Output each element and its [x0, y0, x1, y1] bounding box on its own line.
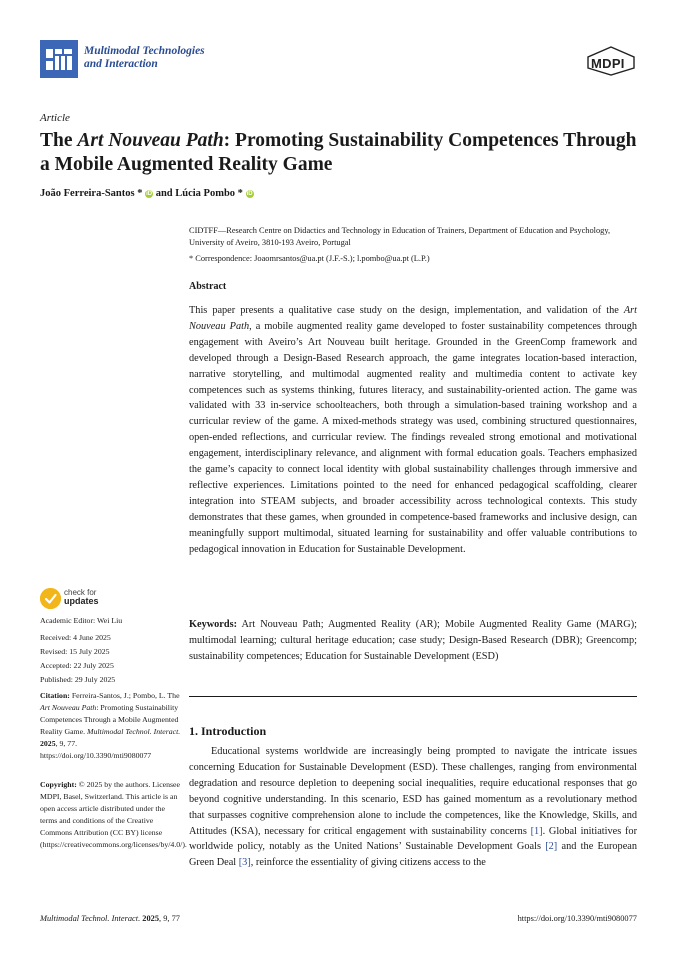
abstract-p2: , a mobile augmented reality game developed to foster sustainability competences through engagement with Aveiro’s Art Nouveau built heritage. Grounded in the GreenComp framework and developed through a Design-Based Research approach, the game integrates location-based interaction, narrative storytelling, and multimodal augmented reality and multimedia content to activate key competences such as systems thinking, futures literacy, and sustainability-oriented action. The game was validated with 33 in-service schoolteachers, both through a simulation-based training workshop and a curricular review of the game. A mixed-methods strategy was used, combining structured questionnaires, open-ended reflections, and curricular review. The findings revealed strong emotional and motivational engagement, interdisciplinary relevance, and alignment with formal education goals. Teachers emphasized the game’s capacity to connect local identity with global sustainability challenges through immersive and reflective experiences. Limitations pointed to the need for enhanced pedagogical scaffolding, clearer integration into STEAM subjects, and broader accessibility across technological contexts. This study demonstrates that these games, when grounded in competence-based frameworks and inclusive design, can meaningfully support multimodal, situated learning for sustainability and offer valuable contributions to pedagogical innovation in Education for Sustainable Development.: [189, 320, 638, 555]
copyright-label: Copyright:: [40, 780, 77, 789]
article-title: [40, 129, 640, 177]
publication-dates: [40, 631, 115, 687]
section-heading: 1. Introduction: [189, 724, 267, 738]
introduction-text: [189, 744, 637, 871]
author-1[interactable]: João Ferreira-Santos *: [40, 188, 143, 199]
journal-name-line1: Multimodal Technologies: [84, 45, 205, 57]
author-and: and: [153, 188, 176, 199]
citation-p2: : Promoting Sustainability Competences Through a Mobile Augmented Reality Game.: [40, 703, 179, 736]
citation-p3[interactable]: , 9, 77. https://doi.org/10.3390/mti9080077: [40, 739, 152, 760]
footer-journal: [40, 914, 180, 923]
check-line1: check for: [64, 588, 97, 597]
copyright: [40, 779, 187, 851]
accepted-date: Accepted: 22 July 2025: [40, 661, 114, 670]
citation-p1: Ferreira-Santos, J.; Pombo, L. The: [69, 691, 180, 700]
citation-label: Citation:: [40, 691, 70, 700]
footer-volume: , 9, 77: [159, 914, 180, 923]
abstract-heading: Abstract: [189, 281, 227, 292]
orcid-icon[interactable]: iD: [246, 191, 253, 197]
intro-t3: and the European Green Deal: [189, 841, 637, 869]
keywords: [189, 617, 637, 665]
footer-doi[interactable]: https://doi.org/10.3390/mti9080077: [517, 914, 637, 923]
check-for-updates[interactable]: [64, 588, 99, 606]
published-date: Published: 29 July 2025: [40, 675, 116, 684]
reference-link[interactable]: [2]: [545, 841, 558, 853]
journal-name-line2: and Interaction: [84, 58, 158, 70]
intro-t4: , reinforce the essentiality of giving citizens access to the: [250, 857, 486, 869]
journal-logo: [40, 40, 78, 78]
keywords-text: Art Nouveau Path; Augmented Reality (AR); Mobile Augmented Reality Game (MARG); multimodal learning; cultural heritage education; case study; Design-Based Research (DBR); Greencomp; sustainability competences; Education for Sustainable Development (ESD): [189, 619, 637, 662]
received-date: Received: 4 June 2025: [40, 633, 111, 642]
check-line2: updates: [64, 596, 99, 606]
publisher-logo: MDPI: [591, 56, 625, 71]
title-part1: The: [40, 130, 78, 151]
intro-t2: . Global initiatives for worldwide policy, notably as the United Nations’ Sustainable Development Goals: [189, 825, 637, 853]
journal-logo-icon: [40, 40, 78, 78]
footer-journal-name: Multimodal Technol. Interact.: [40, 914, 141, 923]
academic-editor: Academic Editor: Wei Liu: [40, 616, 123, 625]
footer-year: 2025: [140, 914, 160, 923]
intro-t1: Educational systems worldwide are increasingly being prompted to navigate the intricate issues concerning Education for Sustainable Development (ESD). These challenges, ranging from environmental degradation and resource depletion to deepening social inequalities, require educational responses that go beyond cognitive understanding. In this scenario, ESD has gained momentum as a revolutionary method that surpasses cognitive comprehension alone to include the competences, like the Knowledge, Skills, and Attitudes (KSA), necessary for critical engagement with sustainability concerns: [189, 746, 637, 837]
divider: [189, 696, 637, 697]
reference-link[interactable]: [1]: [530, 825, 543, 837]
copyright-text: © 2025 by the authors. Licensee MDPI, Basel, Switzerland. This article is an open access article distributed under the terms and conditions of the Creative Commons Attribution (CC BY) license (https://creativecommons.org/licenses/by/4.0/).: [40, 780, 187, 849]
abstract-text: [189, 303, 637, 558]
abstract-italic: Art Nouveau Path: [189, 305, 637, 332]
revised-date: Revised: 15 July 2025: [40, 647, 110, 656]
citation-italic: Art Nouveau Path: [40, 703, 97, 712]
title-part2: : Promoting Sustainability Competences Through a Mobile Augmented Reality Game: [40, 130, 637, 175]
author-2[interactable]: Lúcia Pombo *: [175, 188, 243, 199]
article-type: Article: [40, 112, 70, 124]
citation: [40, 690, 182, 762]
title-italic: Art Nouveau Path: [77, 130, 224, 151]
journal-name: [84, 45, 304, 71]
citation-year: 2025: [40, 739, 56, 748]
reference-link[interactable]: [3]: [238, 857, 251, 869]
correspondence: * Correspondence: Joaomrsantos@ua.pt (J.F.-S.); l.pombo@ua.pt (L.P.): [189, 254, 430, 263]
authors: [40, 188, 254, 199]
keywords-label: Keywords:: [189, 619, 238, 630]
checkmark-icon: [40, 588, 61, 609]
citation-journal: Multimodal Technol. Interact.: [86, 727, 181, 736]
abstract-p1: This paper presents a qualitative case study on the design, implementation, and validation of the: [189, 305, 624, 316]
orcid-icon[interactable]: iD: [146, 191, 153, 197]
affiliation: CIDTFF—Research Centre on Didactics and Technology in Education of Trainers, Department of Education and Psychology, University of Aveiro, 3810-193 Aveiro, Portugal: [189, 226, 611, 247]
check-for-updates-icon[interactable]: [40, 588, 61, 609]
